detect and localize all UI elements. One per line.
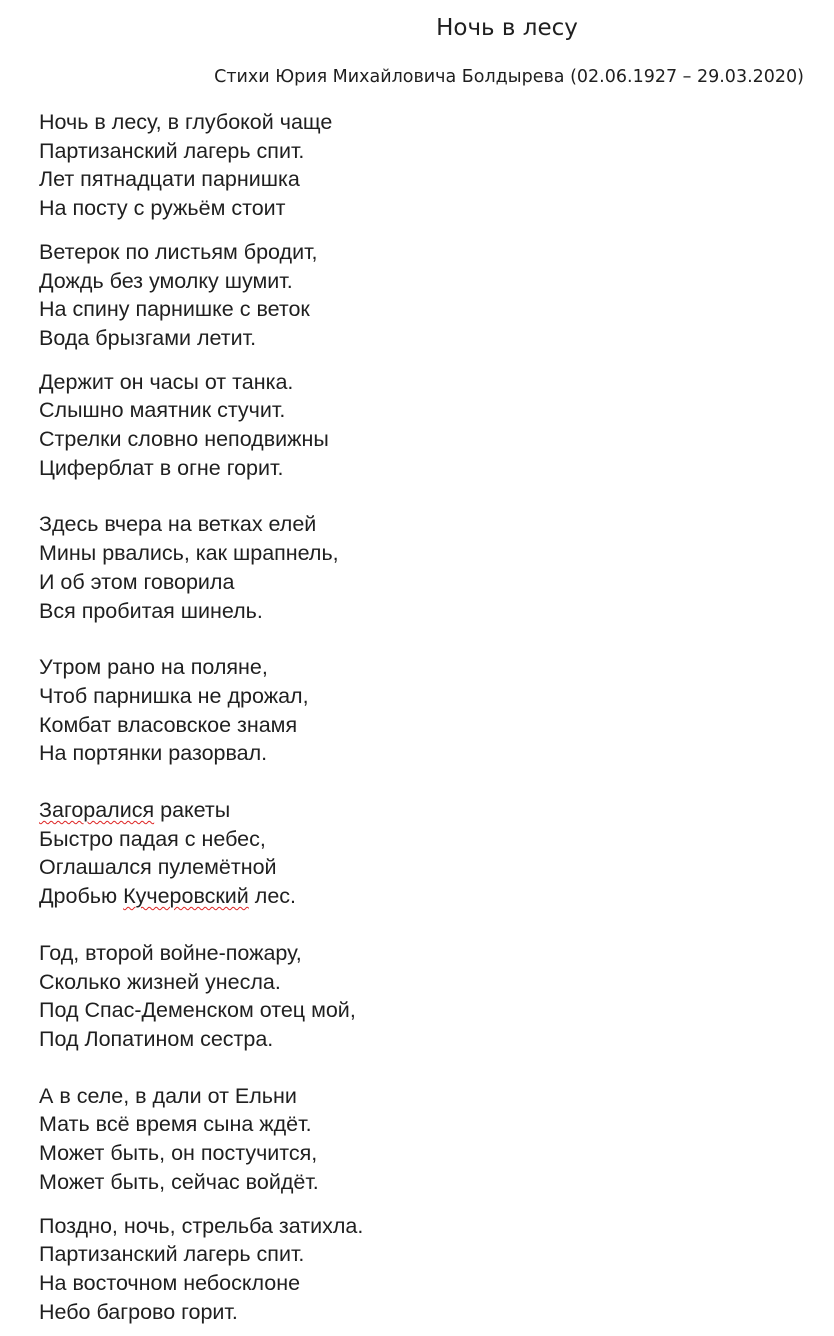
stanza <box>39 1212 799 1327</box>
poem-line: Небо багрово горит. <box>39 1299 238 1324</box>
poem-line: Быстро падая с небес, <box>39 826 266 851</box>
poem-line: Партизанский лагерь спит. <box>39 1242 305 1267</box>
poem-line: Загоралися ракеты <box>39 798 231 823</box>
poem-line: Партизанский лагерь спит. <box>39 138 305 163</box>
poem-line: Лет пятнадцати парнишка <box>39 167 300 192</box>
poem-line: Слышно маятник стучит. <box>39 398 286 423</box>
poem-line: Циферблат в огне горит. <box>39 455 284 480</box>
stanza <box>39 510 799 625</box>
poem-line: Под Спас-Деменском отец мой, <box>39 998 356 1023</box>
poem-line: Дробью Кучеровский лес. <box>39 884 297 909</box>
poem-line: На восточном небосклоне <box>39 1270 301 1295</box>
poem-line: Поздно, ночь, стрельба затихла. <box>39 1213 364 1238</box>
poem-line: На спину парнишке с веток <box>39 297 310 322</box>
poem-line: На портянки разорвал. <box>39 741 268 766</box>
poem-line: Мать всё время сына ждёт. <box>39 1112 312 1137</box>
spellcheck-word: Загоралися <box>39 798 155 823</box>
poem-line: Год, второй войне-пожару, <box>39 940 302 965</box>
stanza <box>39 108 799 223</box>
poem-line: Держит он часы от танка. <box>39 369 294 394</box>
stanza <box>39 796 799 911</box>
poem-line: Чтоб парнишка не дрожал, <box>39 683 309 708</box>
poem-body <box>39 108 799 1326</box>
poem-line: Утром рано на поляне, <box>39 655 268 680</box>
poem-line: Оглашался пулемётной <box>39 855 277 880</box>
poem-line: Мины рвались, как шрапнель, <box>39 541 339 566</box>
stanza <box>39 238 799 353</box>
poem-line: Может быть, сейчас войдёт. <box>39 1169 319 1194</box>
document-subtitle: Стихи Юрия Михайловича Болдырева (02.06.1927 – 29.03.2020) <box>214 67 804 87</box>
stanza <box>39 1082 799 1197</box>
spellcheck-word: Кучеровский <box>123 884 249 909</box>
poem-line: Ночь в лесу, в глубокой чаще <box>39 110 333 134</box>
poem-line: На посту с ружьём стоит <box>39 196 286 221</box>
poem-line: Сколько жизней унесла. <box>39 969 281 994</box>
poem-line: А в селе, в дали от Ельни <box>39 1083 297 1108</box>
stanza <box>39 939 799 1054</box>
poem-line: И об этом говорила <box>39 569 235 594</box>
poem-line: Вода брызгами летит. <box>39 325 257 350</box>
poem-line: Под Лопатином сестра. <box>39 1026 274 1051</box>
stanza <box>39 368 799 483</box>
poem-line: Здесь вчера на ветках елей <box>39 512 317 537</box>
poem-line: Стрелки словно неподвижны <box>39 427 329 452</box>
document-title: Ночь в лесу <box>436 15 578 41</box>
poem-line: Дождь без умолку шумит. <box>39 268 293 293</box>
poem-line: Ветерок по листьям бродит, <box>39 239 318 264</box>
stanza <box>39 653 799 768</box>
poem-line: Комбат власовское знамя <box>39 712 298 737</box>
poem-line: Может быть, он постучится, <box>39 1141 318 1166</box>
poem-line: Вся пробитая шинель. <box>39 598 263 623</box>
